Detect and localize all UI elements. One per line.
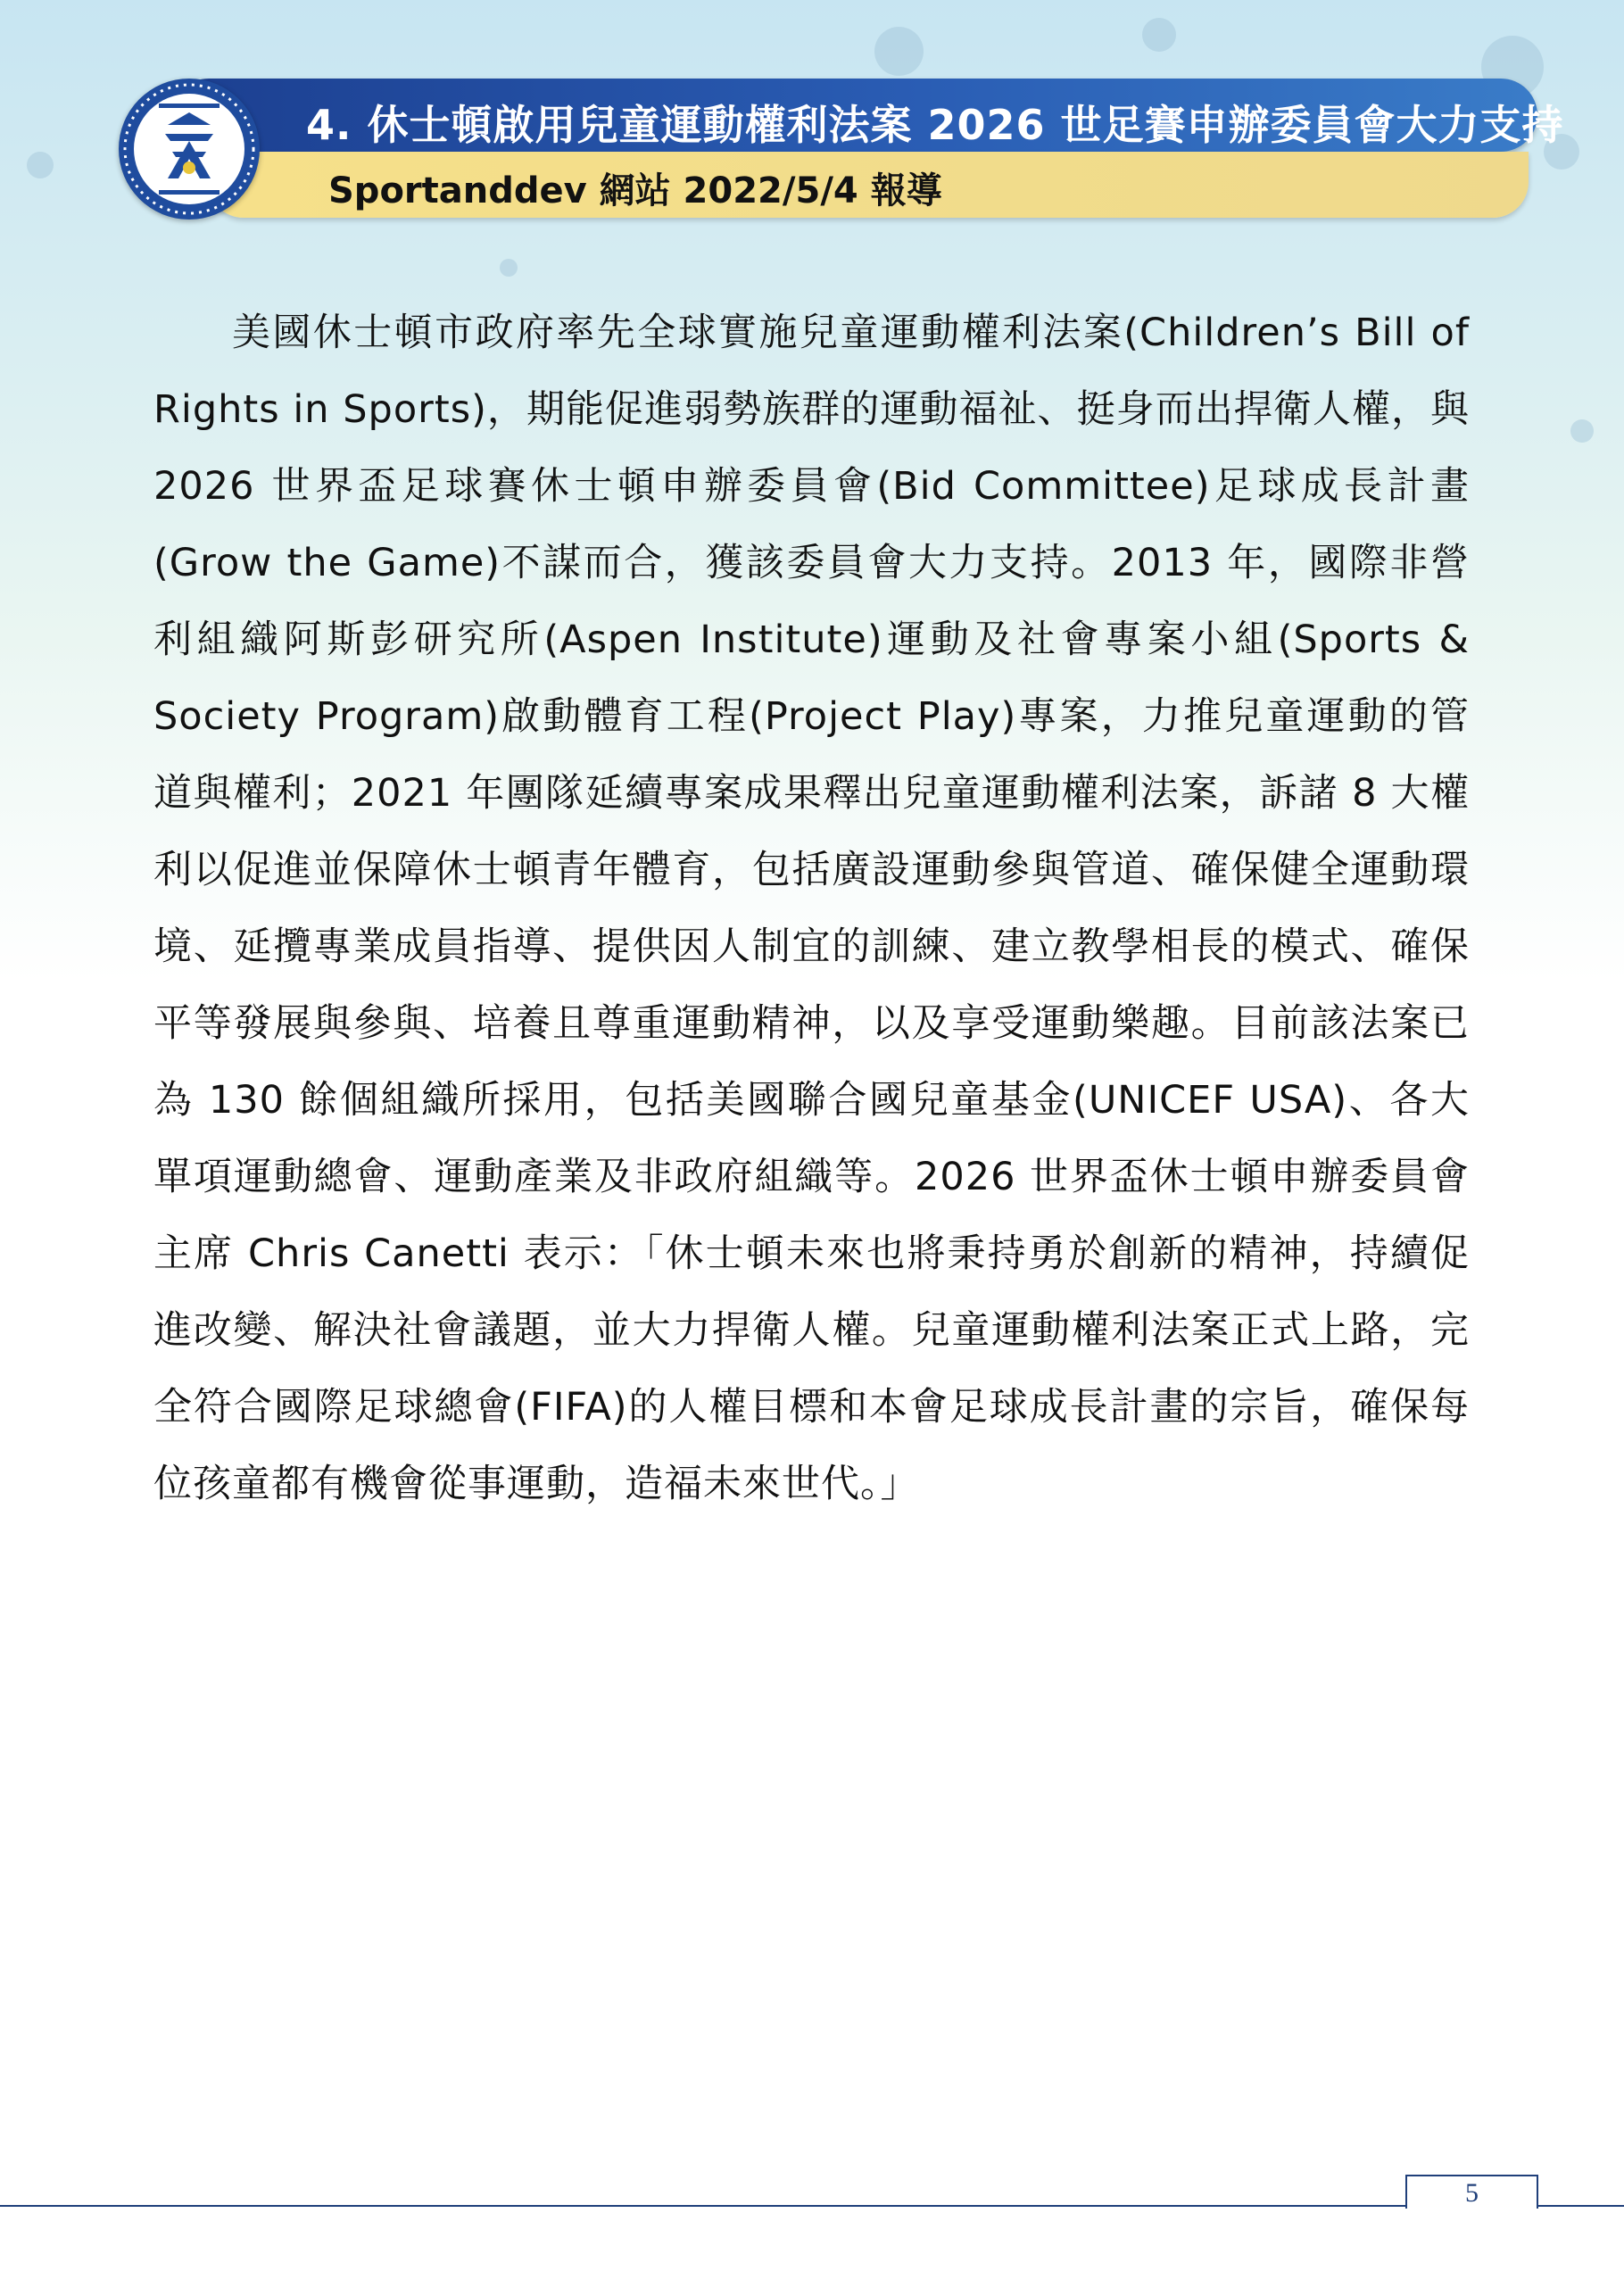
source-subtitle: Sportanddev 網站 2022/5/4 報導 — [328, 170, 942, 211]
section-title: 4. 休士頓啟用兒童運動權利法案 2026 世足賽申辦委員會大力支持 — [306, 101, 1564, 149]
subtitle-bar — [208, 152, 1529, 218]
bokeh-dot — [1142, 18, 1176, 52]
footer-line — [0, 2205, 1624, 2207]
page-number-tab — [1405, 2175, 1538, 2209]
section-header — [119, 79, 1564, 230]
bokeh-dot — [27, 152, 54, 178]
bokeh-dot — [874, 27, 924, 76]
article-body: 美國休士頓市政府率先全球實施兒童運動權利法案(Children’s Bill of Rights in Sports)，期能促進弱勢族群的運動福祉、挺身而出捍衛人權，與 2026 世界盃足球賽休士頓申辦委員會(Bid Committee)足球成長計畫(Grow the Game)不謀而合，獲該委員會大力支持。2013 年，國際非營利組織阿斯彭研究所(Aspen Institute)運動及社會專案小組(Sports & Society Program)啟動體育工程(Project Play)專案，力推兒童運動的管道與權利；2021 年團隊延續專案成果釋出兒童運動權利法案，訴諸 8 大權利以促進並保障休士頓青年體育，包括廣設運動參與管道、確保健全運動環境、延攬專業成員指導、提供因人制宜的訓練、建立教學相長的模式、確保平等發展與參與、培養且尊重運動精神，以及享受運動樂趣。目前該法案已為 130 餘個組織所採用，包括美國聯合國兒童基金(UNICEF USA)、各大單項運動總會、運動產業及非政府組織等。2026 世界盃休士頓申辦委員會主席 Chris Canetti 表示：「休士頓未來也將秉持勇於創新的精神，持續促進改變、解決社會議題，並大力捍衛人權。兒童運動權利法案正式上路，完全符合國際足球總會(FIFA)的人權目標和本會足球成長計畫的宗旨，確保每位孩童都有機會從事運動，造福未來世代。」 — [153, 311, 1470, 1506]
bokeh-dot — [1570, 419, 1594, 443]
emblem-icon — [119, 79, 260, 220]
emblem-graphic — [119, 79, 260, 220]
bokeh-dot — [500, 259, 518, 277]
title-bar — [172, 79, 1564, 152]
page-number: 5 — [1465, 2178, 1479, 2208]
